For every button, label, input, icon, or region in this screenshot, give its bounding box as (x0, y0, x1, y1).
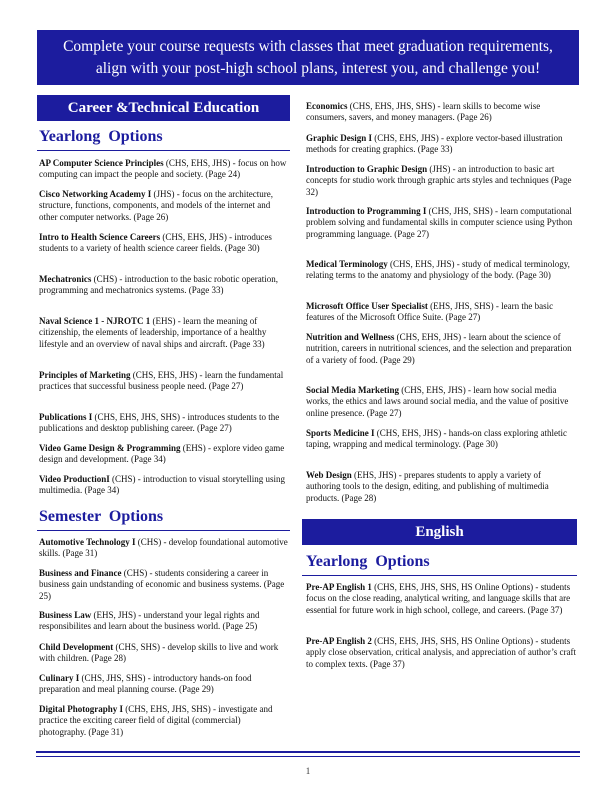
course-entry (39, 274, 289, 297)
course-description: (CHS, SHS) - develop skills to live and work with children. (Page 28) (39, 642, 279, 664)
course-title: Digital Photography I (39, 704, 124, 714)
course-title: Graphic Design I (306, 133, 373, 143)
section-rule (302, 575, 577, 576)
course-description: (CHS, EHS, JHS) - learn the fundamental practices that successful business people need. (Page 27) (39, 370, 284, 392)
course-description: (EHS, JHS) - prepares students to apply a variety of authoring tools to the design, editing, and publishing of multimedia products. (Page 28) (306, 470, 549, 503)
cte-yearlong-title: Yearlong Options (39, 128, 163, 145)
course-description: (EHS) - explore video game design and development. (Page 34) (39, 443, 285, 465)
cte-header: Career &Technical Education (37, 95, 290, 121)
course-description: (EHS) - learn the meaning of citizenship, the elements of leadership, importance of a healthy lifestyle and an overview of naval ships and aircraft. (Page 33) (39, 316, 267, 349)
course-title: Social Media Marketing (306, 385, 399, 395)
course-description: (CHS) - introduction to the basic robotic operation, programming and mechatronics systems. (Page 33) (39, 274, 279, 296)
course-title: Intro to Health Science Careers (39, 232, 161, 242)
course-title: Mechatronics (39, 274, 92, 284)
cte-semester-title: Semester Options (39, 508, 164, 525)
course-entry (306, 301, 576, 324)
course-entry (306, 259, 576, 282)
footer-rule-bottom (36, 756, 580, 757)
course-description: (CHS, EHS, JHS, SHS, HS Online Options) - students focus on the close reading, analytical writing, and language skills that are essential for future work in high school, college, and careers. (Page 37) (306, 582, 571, 615)
course-entry (306, 133, 576, 156)
course-description: (CHS, EHS, JHS) - learn about the science of nutrition, careers in nutritional sciences, and the selection and preparation of a variety of food. (Page 29) (306, 332, 572, 365)
page-number: 1 (305, 766, 311, 776)
course-description: (CHS, JHS, SHS) - learn computational problem solving and fundamental skills in computer science using Python programming language. (Page 27) (306, 206, 573, 239)
course-description: (CHS, EHS, JHS, SHS, HS Online Options) - students apply close observation, critical analysis, and appreciation of author’s craft to complex texts. (Page 37) (306, 636, 576, 669)
course-title: Medical Terminology (306, 259, 388, 269)
course-entry (39, 370, 289, 393)
course-title: Business and Finance (39, 568, 122, 578)
course-entry (39, 568, 289, 602)
course-description: (CHS, EHS, JHS, SHS) - introduces students to the publications and desktop publishing career. (Page 27) (39, 412, 280, 434)
course-title: Culinary I (39, 673, 80, 683)
banner-line-2: align with your post-high school plans, interest you, and challenge you! (95, 60, 541, 77)
course-entry (39, 232, 289, 255)
course-title: Microsoft Office User Specialist (306, 301, 428, 311)
intro-banner (37, 30, 579, 85)
course-description: (JHS) - an introduction to basic art concepts for studio work through graphic arts styles and techniques (Page 32) (306, 164, 572, 197)
course-title: Nutrition and Wellness (306, 332, 395, 342)
course-title: Sports Medicine I (306, 428, 375, 438)
course-title: Video Game Design & Programming (39, 443, 181, 453)
course-title: Automotive Technology I (39, 537, 136, 547)
course-description: (CHS, JHS, SHS) - introductory hands-on food preparation and meal planning course. (Page 29) (39, 673, 252, 695)
course-description: (EHS, JHS, SHS) - learn the basic features of the Microsoft Office Suite. (Page 27) (306, 301, 554, 323)
course-title: Introduction to Graphic Design (306, 164, 428, 174)
course-entry (306, 428, 576, 451)
course-description: (CHS, EHS, JHS) - focus on how computing can impact the people and society. (Page 24) (39, 158, 287, 180)
course-title: Pre-AP English 2 (306, 636, 372, 646)
course-entry (39, 704, 289, 738)
course-entry (306, 636, 576, 670)
course-description: (CHS, EHS, JHS, SHS) - investigate and practice the exciting career field of digital (commercial) photography. (Page 31) (39, 704, 273, 737)
course-title: Child Development (39, 642, 114, 652)
course-description: (CHS, EHS, JHS) - introduces students to a variety of health science career fields. (Page 30) (39, 232, 272, 254)
course-title: Web Design (306, 470, 352, 480)
course-entry (306, 101, 576, 124)
course-description: (CHS) - develop foundational automotive skills. (Page 31) (39, 537, 288, 559)
course-description: (CHS) - introduction to visual storytelling using multimedia. (Page 34) (39, 474, 286, 496)
course-description: (CHS, EHS, JHS) - explore vector-based illustration methods for creating graphics. (Page 33) (306, 133, 563, 155)
course-description: (CHS, EHS, JHS) - hands-on class exploring athletic taping, wrapping and medical terminology. (Page 30) (306, 428, 567, 450)
course-description: (CHS) - students considering a career in business gain undstanding of economic and business systems. (Page 25) (39, 568, 285, 601)
course-entry (306, 206, 576, 240)
course-entry (39, 158, 289, 181)
course-title: Introduction to Programming I (306, 206, 427, 216)
course-title: AP Computer Science Principles (39, 158, 164, 168)
footer-rule-top (36, 751, 580, 753)
course-entry (39, 443, 289, 466)
course-description: (JHS) - focus on the architecture, structure, functions, components, and models of the internet and other computer networks. (Page 26) (39, 189, 273, 222)
section-rule (37, 150, 290, 151)
english-yearlong-title: Yearlong Options (306, 553, 430, 570)
course-entry (39, 316, 289, 350)
course-description: (CHS, EHS, JHS) - learn how social media works, the ethics and laws around social media, and the value of positive online presence. (Page 27) (306, 385, 569, 418)
course-title: Pre-AP English 1 (306, 582, 372, 592)
course-title: Naval Science 1 - NJROTC 1 (39, 316, 151, 326)
course-title: Publications I (39, 412, 93, 422)
course-description: (CHS, EHS, JHS, SHS) - learn skills to become wise consumers, savers, and money managers. (Page 26) (306, 101, 541, 123)
course-entry (39, 189, 289, 223)
banner-line-1: Complete your course requests with classes that meet graduation requirements, (63, 38, 553, 55)
course-entry (39, 537, 289, 560)
course-entry (306, 385, 576, 419)
section-rule (37, 530, 290, 531)
course-title: Video ProductionI (39, 474, 110, 484)
course-entry (306, 332, 576, 366)
course-entry (39, 474, 289, 497)
course-title: Cisco Networking Academy I (39, 189, 152, 199)
course-title: Principles of Marketing (39, 370, 131, 380)
course-entry (39, 610, 289, 633)
course-entry (306, 470, 576, 504)
course-entry (39, 673, 289, 696)
course-entry (306, 582, 576, 616)
course-title: Economics (306, 101, 348, 111)
course-description: (CHS, EHS, JHS) - study of medical terminology, relating terms to the anatomy and physiology of the body. (Page 30) (306, 259, 570, 281)
course-description: (EHS, JHS) - understand your legal rights and responsibilites and learn about the business world. (Page 25) (39, 610, 260, 632)
english-header: English (302, 519, 577, 545)
course-entry (306, 164, 576, 198)
course-title: Business Law (39, 610, 92, 620)
course-entry (39, 642, 289, 665)
course-entry (39, 412, 289, 435)
